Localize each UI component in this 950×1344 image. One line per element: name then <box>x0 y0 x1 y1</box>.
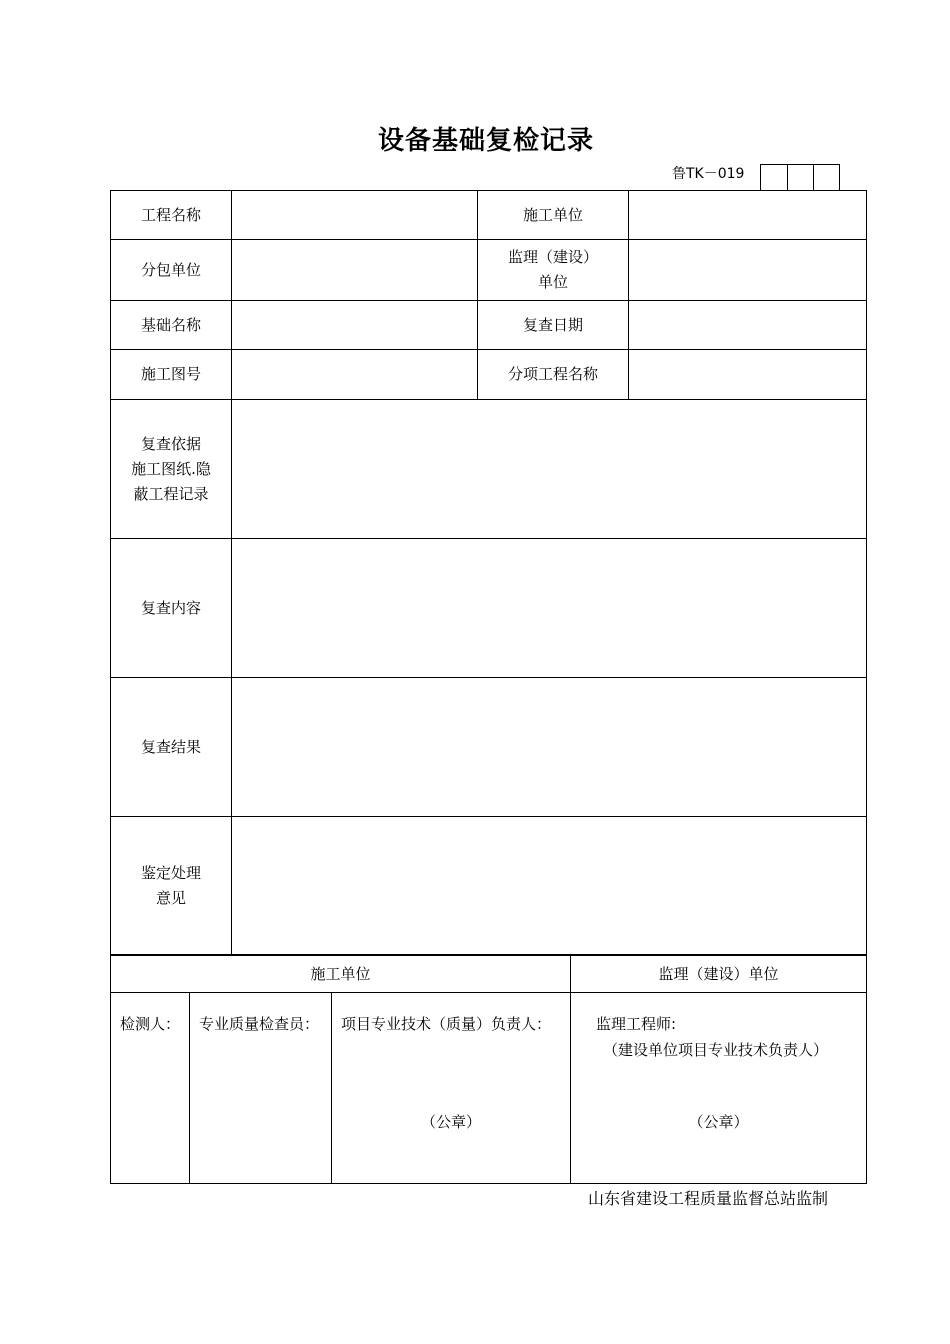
quality-checker-cell[interactable] <box>190 993 332 1184</box>
label-supervision-unit-line2: 单位 <box>537 273 568 291</box>
subcontract-unit-field[interactable] <box>232 240 478 301</box>
supervision-unit-header: 监理（建设）单位 <box>571 955 867 993</box>
project-name-field[interactable] <box>232 191 478 240</box>
label-supervision-unit-line1: 监理（建设） <box>507 248 598 266</box>
inspector-label: 检测人： <box>120 1015 181 1033</box>
supervisor-note: （建设单位项目专业技术负责人） <box>603 1041 829 1059</box>
label-supervision-unit <box>478 240 629 301</box>
code-box <box>787 165 813 191</box>
construction-seal: （公章） <box>421 1113 482 1131</box>
code-boxes <box>760 164 840 190</box>
supervisor-label: 监理工程师: <box>596 1015 677 1033</box>
tech-manager-label: 项目专业技术（质量）负责人： <box>341 1015 552 1033</box>
label-opinion-line2: 意见 <box>155 889 186 907</box>
review-result-field[interactable] <box>232 678 867 817</box>
construction-unit-field[interactable] <box>629 191 867 240</box>
sub-item-name-field[interactable] <box>629 350 867 400</box>
construction-unit-header: 施工单位 <box>111 955 571 993</box>
label-sub-item-name: 分项工程名称 <box>478 350 629 400</box>
code-box <box>761 165 787 191</box>
foundation-name-field[interactable] <box>232 301 478 350</box>
label-review-basis-line2: 施工图纸.隐 <box>131 459 211 478</box>
label-opinion-line1: 鉴定处理 <box>140 864 201 882</box>
label-opinion <box>111 817 232 956</box>
tech-manager-cell[interactable] <box>332 993 571 1184</box>
review-date-field[interactable] <box>629 301 867 350</box>
label-review-basis-line1: 复查依据 <box>140 434 201 453</box>
supervision-unit-field[interactable] <box>629 240 867 301</box>
label-review-basis <box>111 400 232 539</box>
label-construction-unit: 施工单位 <box>478 191 629 240</box>
label-drawing-no: 施工图号 <box>111 350 232 400</box>
drawing-no-field[interactable] <box>232 350 478 400</box>
signature-table <box>110 954 867 1184</box>
label-review-content: 复查内容 <box>111 539 232 678</box>
form-code: 鲁TK－019 <box>672 166 745 182</box>
supervision-seal: （公章） <box>688 1113 749 1131</box>
inspector-cell[interactable] <box>111 993 190 1184</box>
opinion-field[interactable] <box>232 817 867 956</box>
record-table <box>110 190 867 956</box>
issuer-footer: 山东省建设工程质量监督总站监制 <box>588 1189 829 1208</box>
review-content-field[interactable] <box>232 539 867 678</box>
label-review-basis-line3: 蔽工程记录 <box>133 484 209 503</box>
label-subcontract-unit: 分包单位 <box>111 240 232 301</box>
review-basis-field[interactable] <box>232 400 867 539</box>
quality-checker-label: 专业质量检查员： <box>199 1015 320 1033</box>
supervisor-cell[interactable] <box>571 993 867 1184</box>
code-box <box>813 165 839 191</box>
label-foundation-name: 基础名称 <box>111 301 232 350</box>
label-review-date: 复查日期 <box>478 301 629 350</box>
label-project-name: 工程名称 <box>111 191 232 240</box>
label-review-result: 复查结果 <box>111 678 232 817</box>
document-title: 设备基础复检记录 <box>377 126 594 156</box>
